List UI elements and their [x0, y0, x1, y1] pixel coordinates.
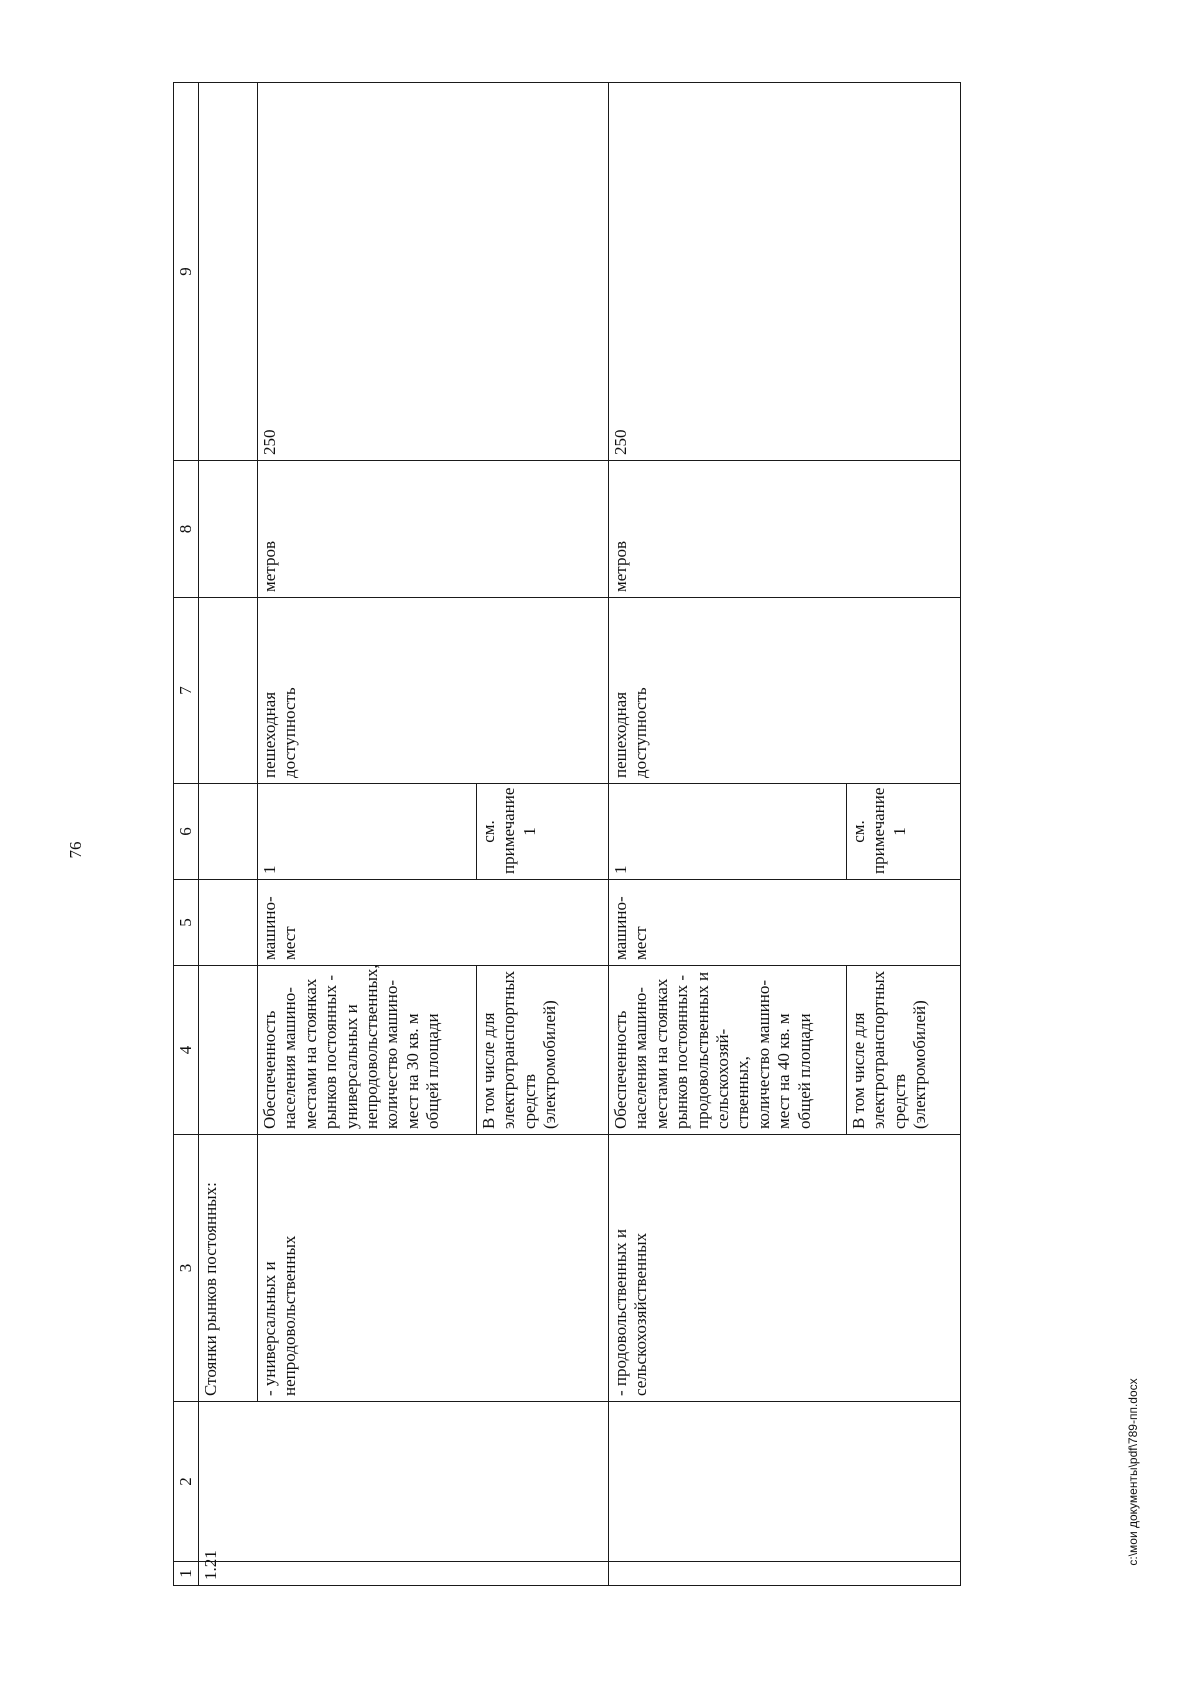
empty-cell [199, 83, 258, 461]
col-number-7: 7 [174, 598, 199, 784]
page-number: 76 [66, 841, 85, 859]
col-number-6: 6 [174, 784, 199, 880]
group-title-cell: Стоянки рынков постоянных: [199, 1135, 258, 1402]
section1-indicator-cell: Обеспеченность населения машино-местами на стоянках рынков постоянных - универсальных и непродовольственных, количество машино-мест на 30 кв. м общей площади [258, 966, 477, 1135]
section2-unit-cell: машино-мест [609, 880, 961, 966]
section2-indicator-cell: Обеспеченность населения машино-местами на стоянках рынков постоянных - продовольственных и сельскохозяй-ственных, количество машино-мест на 40 кв. м общей площади [609, 966, 847, 1135]
norms-table [173, 82, 961, 1586]
section1-name-cell: - универсальных и непродовольственных [258, 1135, 609, 1402]
empty-cell [199, 784, 258, 880]
group-title-row [199, 83, 258, 1586]
section2-sub-indicator-cell: В том числе для электротранспортных средств (электромобилей) [847, 966, 961, 1135]
col-number-5: 5 [174, 880, 199, 966]
section2-access-value-cell: 250 [609, 83, 961, 461]
section2-note-cell: см. примечание 1 [847, 784, 961, 880]
section1-value-cell: 1 [258, 784, 477, 880]
section1-access-cell: пешеходная доступность [258, 598, 609, 784]
col-number-2: 2 [174, 1402, 199, 1562]
empty-cell-col2 [609, 1402, 961, 1562]
section1-note-cell: см. примечание 1 [477, 784, 609, 880]
column-number-row [174, 83, 199, 1586]
section1-access-value-cell: 250 [258, 83, 609, 461]
section1-access-unit-cell: метров [258, 461, 609, 598]
empty-cell [199, 966, 258, 1135]
table-row [258, 83, 477, 1586]
col-number-4: 4 [174, 966, 199, 1135]
col-number-8: 8 [174, 461, 199, 598]
row-id-cell: 1.21 [199, 1562, 609, 1586]
file-path-footer: c:\мои документы\pdf\789-пп.docx [1126, 1378, 1140, 1566]
empty-cell [199, 880, 258, 966]
col-number-1: 1 [174, 1562, 199, 1586]
table-row [609, 83, 847, 1586]
rotated-table-wrapper [173, 83, 948, 1586]
section2-value-cell: 1 [609, 784, 847, 880]
empty-cell-col2 [199, 1402, 609, 1562]
section2-name-cell: - продовольственных и сельскохозяйственных [609, 1135, 961, 1402]
section1-sub-indicator-cell: В том числе для электротранспортных средств (электромобилей) [477, 966, 609, 1135]
col-number-9: 9 [174, 83, 199, 461]
section2-access-unit-cell: метров [609, 461, 961, 598]
col-number-3: 3 [174, 1135, 199, 1402]
empty-cell [199, 461, 258, 598]
section2-access-cell: пешеходная доступность [609, 598, 961, 784]
empty-cell-col1 [609, 1562, 961, 1586]
section1-unit-cell: машино-мест [258, 880, 609, 966]
empty-cell [199, 598, 258, 784]
